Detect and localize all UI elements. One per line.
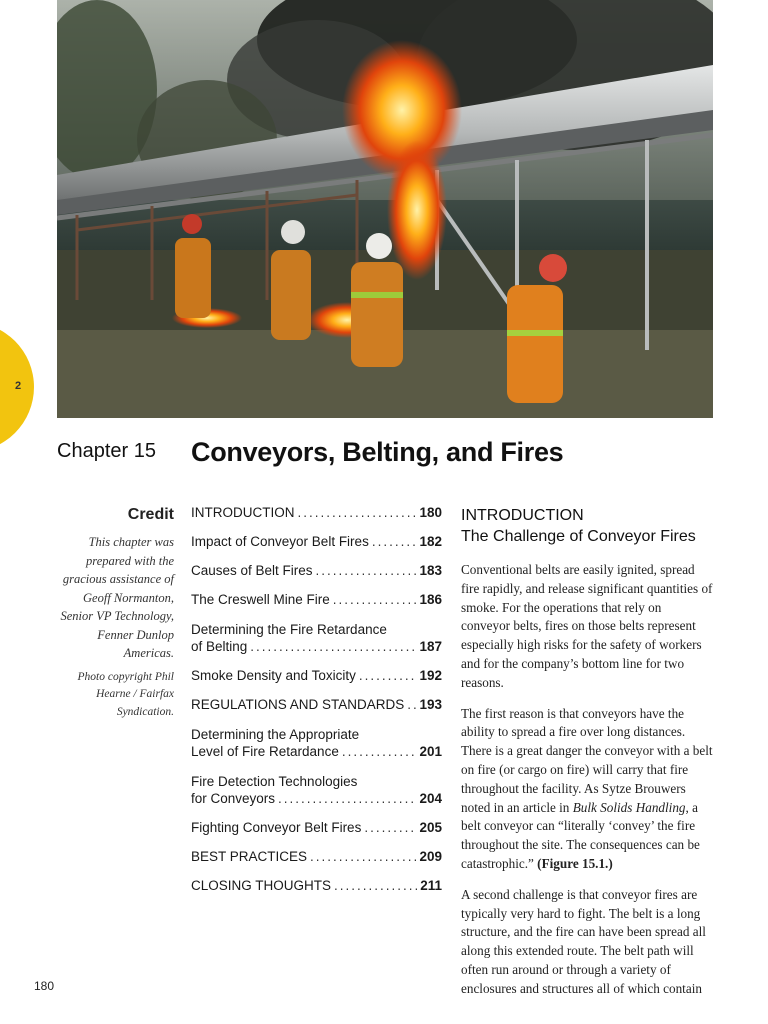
- publication-title: Bulk Solids Handling: [572, 799, 686, 815]
- toc-entry-line: [191, 878, 442, 896]
- toc-entry[interactable]: [191, 878, 442, 896]
- toc-entry[interactable]: [191, 534, 442, 552]
- credit-text: This chapter was prepared with the gracious assistance of Geoff Normanton, Senior VP Technology, Fenner Dunlop Americas.: [60, 535, 174, 660]
- toc-entry-title: BEST PRACTICES: [191, 849, 308, 864]
- toc-page-number: 186: [419, 592, 442, 607]
- toc-leader-dots: [407, 697, 416, 712]
- toc-entry-title: INTRODUCTION: [191, 505, 295, 520]
- toc-entry-line: [191, 697, 442, 715]
- toc-entry-line: [191, 592, 442, 610]
- paragraph-2-text-a: The first reason is that conveyors have the ability to spread a fire over long distances. There is a great danger the conveyor with a belt on fire (or cargo on fire) will carry that fire throughout the facility. As Sytze Brouwers noted in an article in: [461, 705, 713, 815]
- chapter-title: Conveyors, Belting, and Fires: [191, 437, 564, 467]
- toc-leader-dots: [298, 505, 417, 520]
- page-number: 180: [34, 979, 55, 993]
- credit-heading: Credit: [127, 506, 174, 523]
- toc-entry[interactable]: [191, 505, 442, 523]
- toc-page-number: 209: [419, 849, 442, 864]
- toc-page-number: 193: [419, 697, 442, 712]
- toc-leader-dots: [334, 878, 417, 893]
- toc-page-number: 183: [419, 563, 442, 578]
- toc-leader-dots: [316, 563, 417, 578]
- toc-entry-line: [191, 505, 442, 523]
- toc-page-number: 211: [420, 878, 442, 893]
- toc-leader-dots: [278, 791, 416, 806]
- body-text-column: [461, 505, 713, 1011]
- toc-entry[interactable]: [191, 668, 442, 686]
- toc-page-number: 201: [419, 744, 442, 759]
- figure-reference: (Figure 15.1.): [537, 855, 613, 871]
- toc-leader-dots: [372, 534, 417, 549]
- side-tab-number: 2: [14, 380, 22, 392]
- toc-entry-title-line: Determining the Fire Retardance: [191, 622, 387, 637]
- toc-entry[interactable]: [191, 726, 442, 762]
- toc-page-number: 182: [419, 534, 442, 549]
- toc-entry-title: CLOSING THOUGHTS: [191, 878, 332, 893]
- toc-page-number: 204: [419, 791, 442, 806]
- toc-page-number: 205: [419, 820, 442, 835]
- toc-leader-dots: [364, 820, 416, 835]
- toc-entry-title: REGULATIONS AND STANDARDS: [191, 697, 405, 712]
- toc-entry-title: Fighting Conveyor Belt Fires: [191, 820, 362, 835]
- toc-entry-title: Impact of Conveyor Belt Fires: [191, 534, 369, 549]
- toc-entry-line: [191, 791, 442, 809]
- toc-entry[interactable]: [191, 621, 442, 657]
- paragraph-3: A second challenge is that conveyor fires are typically very hard to fight. The belt is a long structure, and the fire can have been spread all along this extended route. The belt path will often run around or through a variety of enclosures and structures all of which contain: [461, 886, 706, 996]
- toc-entry[interactable]: [191, 592, 442, 610]
- toc-entry[interactable]: [191, 820, 442, 838]
- toc-entry-line: [191, 820, 442, 838]
- toc-leader-dots: [250, 639, 416, 654]
- toc-entry[interactable]: [191, 773, 442, 809]
- toc-leader-dots: [359, 668, 417, 683]
- chapter-label: Chapter 15: [57, 440, 156, 462]
- toc-entry-title: Smoke Density and Toxicity: [191, 668, 356, 683]
- toc-entry[interactable]: [191, 697, 442, 715]
- toc-entry-line: [191, 744, 442, 762]
- toc-page-number: 187: [419, 639, 442, 654]
- toc-leader-dots: [342, 744, 417, 759]
- credit-sidebar: [56, 506, 174, 721]
- toc-leader-dots: [310, 849, 416, 864]
- toc-entry-title-line: Determining the Appropriate: [191, 727, 360, 742]
- toc-entry-title: Causes of Belt Fires: [191, 563, 313, 578]
- toc-page-number: 192: [419, 668, 442, 683]
- sub-heading: The Challenge of Conveyor Fires: [461, 528, 696, 545]
- toc-entry[interactable]: [191, 849, 442, 867]
- toc-entry-title: for Conveyors: [191, 791, 276, 806]
- toc-entry-title: The Creswell Mine Fire: [191, 592, 330, 607]
- toc-entry-line: [191, 639, 442, 657]
- section-heading: INTRODUCTION: [461, 507, 584, 524]
- chapter-table-of-contents: [191, 505, 442, 896]
- toc-entry-line: [191, 668, 442, 686]
- paragraph-2-text-b: , a belt conveyor can “literally ‘convey’ the fire throughout the site. The consequences can be catastrophic.”: [461, 799, 700, 871]
- paragraph-2: [461, 705, 713, 874]
- toc-entry[interactable]: [191, 563, 442, 581]
- toc-entry-title: Level of Fire Retardance: [191, 744, 339, 759]
- toc-entry-line: [191, 534, 442, 552]
- toc-entry-title: of Belting: [191, 639, 248, 654]
- toc-page-number: 180: [419, 505, 442, 520]
- photo-credit-text: Photo copyright Phil Hearne / Fairfax Syndication.: [77, 670, 174, 718]
- conveyor-fire-illustration: [57, 0, 713, 418]
- paragraph-1: Conventional belts are easily ignited, spread fire rapidly, and release significant quantities of smoke. For the operations that rely on conveyor belts, fires on those belts represent especially high risks for the safety of workers and for the company’s bottom line for two reasons.: [461, 562, 713, 690]
- chapter-photo: [57, 0, 713, 418]
- toc-entry-line: [191, 563, 442, 581]
- toc-entry-title-line: Fire Detection Technologies: [191, 774, 358, 789]
- toc-leader-dots: [333, 592, 417, 607]
- toc-entry-line: [191, 849, 442, 867]
